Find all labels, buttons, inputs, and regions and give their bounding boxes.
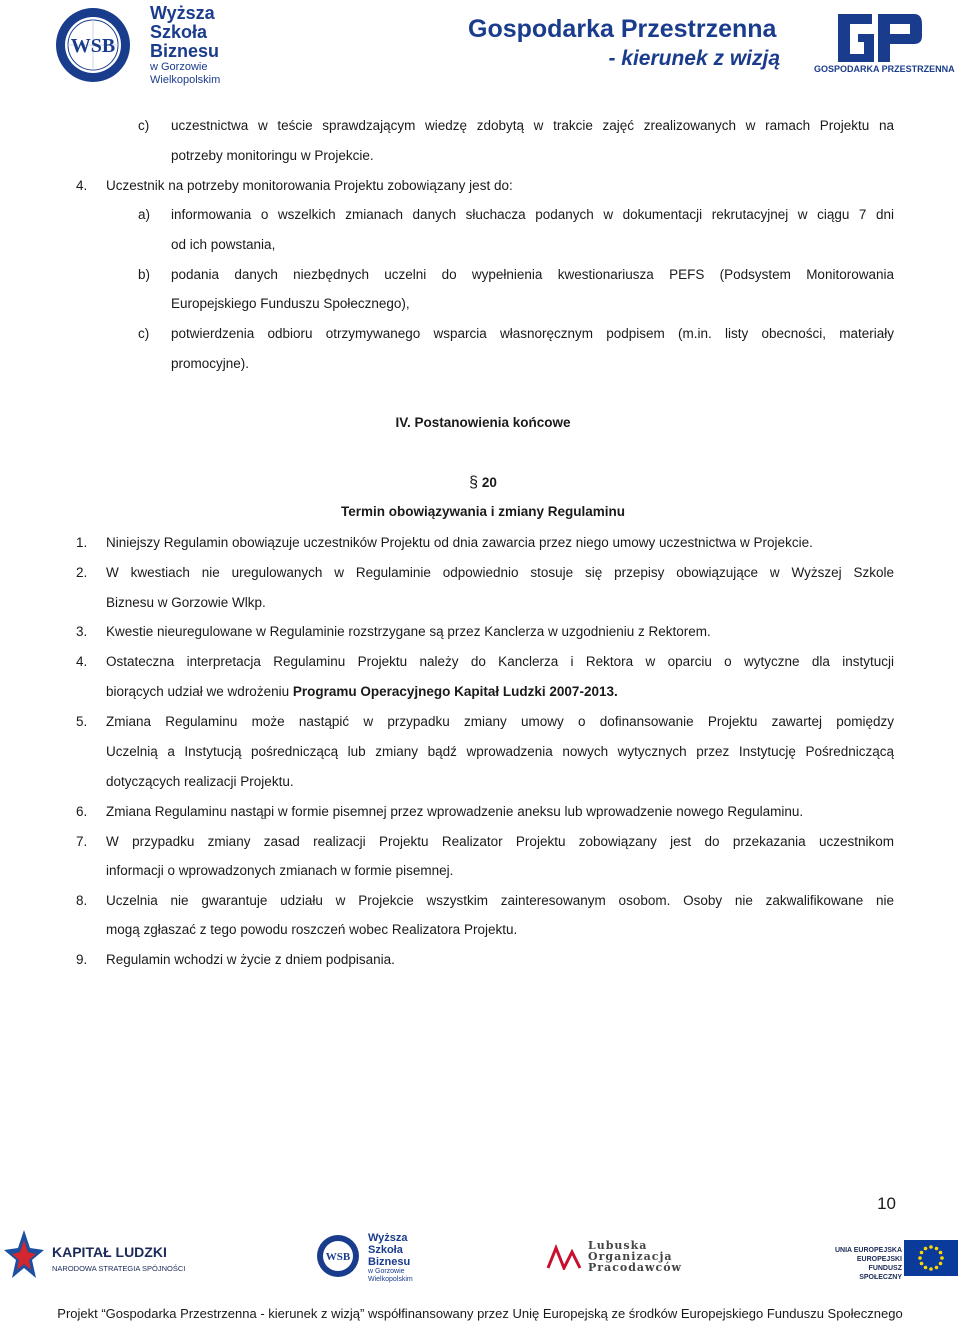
list-item-text: W kwestiach nie uregulowanych w Regulaminie odpowiednio stosuje się przepisy obowiązujące w Wyższej Szkole <box>106 565 894 580</box>
project-title: Gospodarka Przestrzenna <box>468 15 777 43</box>
lop-line3: Pracodawców <box>588 1261 683 1274</box>
gp-logo-caption: GOSPODARKA PRZESTRZENNA <box>814 64 955 74</box>
paragraph-title: Termin obowiązywania i zmiany Regulaminu <box>340 504 626 519</box>
list-marker: 5. <box>76 714 88 729</box>
lop-wordmark <box>588 1240 682 1273</box>
wsb-seal-logo <box>52 6 134 84</box>
footer-logos <box>0 1222 960 1300</box>
section-title: IV. Postanowienia końcowe <box>395 415 571 430</box>
ue-caption <box>826 1246 902 1282</box>
list-item-text: Zmiana Regulaminu może nastąpić w przypadku zmiany umowy o dofinansowanie Projektu zawartej pomiędzy <box>106 714 894 729</box>
ue-line2: EUROPEJSKI <box>856 1256 902 1263</box>
svg-text:WSB: WSB <box>325 1251 351 1263</box>
lop-line1: Lubuska <box>588 1239 648 1252</box>
list-item-text: Uczelnia nie gwarantuje udziału w Projekcie wszystkim zainteresowanym osobom. Osoby nie zakwalifikowane nie <box>106 893 894 908</box>
footer-wsb-wordmark <box>368 1232 413 1284</box>
list-marker: c) <box>138 118 150 133</box>
lop-line2: Organizacja <box>588 1250 673 1263</box>
list-item-text: Biznesu w Gorzowie Wlkp. <box>106 595 266 610</box>
list-item-text: Europejskiego Funduszu Społecznego), <box>171 296 410 311</box>
list-item-text: Uczelnią a Instytucją pośredniczącą lub zmiany bądź wprowadzenia nowych wytycznych przez Instytucję Pośredniczącą <box>106 744 894 759</box>
lop-mark-icon <box>546 1244 586 1270</box>
list-marker: 3. <box>76 624 88 639</box>
list-item-text: Niniejszy Regulamin obowiązuje uczestników Projektu od dnia zawarcia przez niego umowy uczestnictwa w Projekcie. <box>106 535 813 550</box>
footer-wsb-line5: Wielkopolskim <box>368 1276 413 1283</box>
footer-wsb-seal-logo <box>316 1234 360 1278</box>
list-marker: 1. <box>76 535 88 550</box>
list-marker: a) <box>138 207 151 222</box>
list-item-text: potwierdzenia odbioru otrzymywanego wsparcia własnoręcznym podpisem (m.in. listy obecności, materiały <box>171 326 894 341</box>
wsb-line2: Szkoła <box>150 22 208 42</box>
kapital-ludzki-subtitle: NARODOWA STRATEGIA SPÓJNOŚCI <box>52 1264 186 1273</box>
list-marker: 2. <box>76 565 88 580</box>
list-item-text: Ostateczna interpretacja Regulaminu Projektu należy do Kanclerza i Rektora w oparciu o wytyczne dla instytucji <box>106 654 894 669</box>
list-marker: 6. <box>76 804 88 819</box>
list-item-text: Kwestie nieuregulowane w Regulaminie rozstrzygane są przez Kanclerza w uzgodnieniu z Rektorem. <box>106 624 711 639</box>
list-item-text: potrzeby monitoringu w Projekcie. <box>171 148 374 163</box>
program-name: Programu Operacyjnego Kapitał Ludzki 2007-2013. <box>292 684 618 699</box>
ue-line3: FUNDUSZ SPOŁECZNY <box>859 1265 902 1281</box>
list-item-text: Regulamin wchodzi w życie z dniem podpisania. <box>106 952 395 967</box>
list-item-text: informacji o wprowadzonych zmianach w formie pisemnej. <box>106 863 454 878</box>
svg-text:WSB: WSB <box>70 35 116 57</box>
wsb-line5: Wielkopolskim <box>150 74 221 86</box>
project-subtitle: - kierunek z wizją <box>608 47 780 70</box>
paragraph-number <box>0 474 960 492</box>
kapital-ludzki-star-icon <box>4 1228 44 1284</box>
list-item-text: dotyczących realizacji Projektu. <box>106 774 294 789</box>
page-number: 10 <box>877 1194 896 1213</box>
ue-line1: UNIA EUROPEJSKA <box>834 1247 902 1254</box>
list-marker: 8. <box>76 893 88 908</box>
list-marker: 7. <box>76 834 88 849</box>
list-marker: 9. <box>76 952 88 967</box>
footer-wsb-line2: Szkoła <box>368 1244 403 1256</box>
list-item-text: podania danych niezbędnych uczelni do wypełnienia kwestionariusza PEFS (Podsystem Monitorowania <box>171 267 894 282</box>
footer-project-line: Projekt “Gospodarka Przestrzenna - kierunek z wizją” współfinansowany przez Unię Europejską ze środków Europejskiego Funduszu Społecznego <box>57 1306 903 1321</box>
list-marker: 4. <box>76 654 88 669</box>
list-marker: 4. <box>76 178 88 193</box>
list-marker: b) <box>138 267 151 282</box>
wsb-line4: w Gorzowie <box>150 61 208 73</box>
list-item-text: informowania o wszelkich zmianach danych słuchacza podanych w dokumentacji rekrutacyjnej w ciągu 7 dni <box>171 207 894 222</box>
list-item-text <box>106 683 618 701</box>
wsb-line1: Wyższa <box>150 3 215 23</box>
footer-wsb-line3: Biznesu <box>368 1256 411 1268</box>
text-run: biorących udział we wdrożeniu <box>106 684 293 699</box>
list-item-text: Zmiana Regulaminu nastąpi w formie pisemnej przez wprowadzenie aneksu lub wprowadzenie nowego Regulaminu. <box>106 804 804 819</box>
list-item-text: promocyjne). <box>171 356 250 371</box>
footer-wsb-line4: w Gorzowie <box>368 1268 405 1275</box>
eu-flag-icon <box>904 1240 958 1276</box>
footer-wsb-line1: Wyższa <box>368 1232 408 1244</box>
list-item-text: uczestnictwa w teście sprawdzającym wiedzę zdobytą w trakcie zajęć zrealizowanych w ramach Projektu na <box>171 118 894 133</box>
page-header <box>0 0 960 90</box>
list-item-text: mogą zgłaszać z tego powodu roszczeń wobec Realizatora Projektu. <box>106 922 518 937</box>
kapital-ludzki-title: KAPITAŁ LUDZKI <box>52 1244 167 1260</box>
paragraph-number-value: 20 <box>481 475 497 490</box>
wsb-wordmark <box>150 4 220 87</box>
wsb-line3: Biznesu <box>150 41 220 61</box>
list-item-text: od ich powstania, <box>171 237 276 252</box>
gp-logo <box>818 6 928 86</box>
list-marker: c) <box>138 326 150 341</box>
list-item-text: W przypadku zmiany zasad realizacji Projektu Realizator Projektu zobowiązany jest do przekazania uczestnikom <box>106 834 894 849</box>
paragraph-symbol: § <box>469 474 479 491</box>
list-item-text: Uczestnik na potrzeby monitorowania Projektu zobowiązany jest do: <box>106 178 513 193</box>
